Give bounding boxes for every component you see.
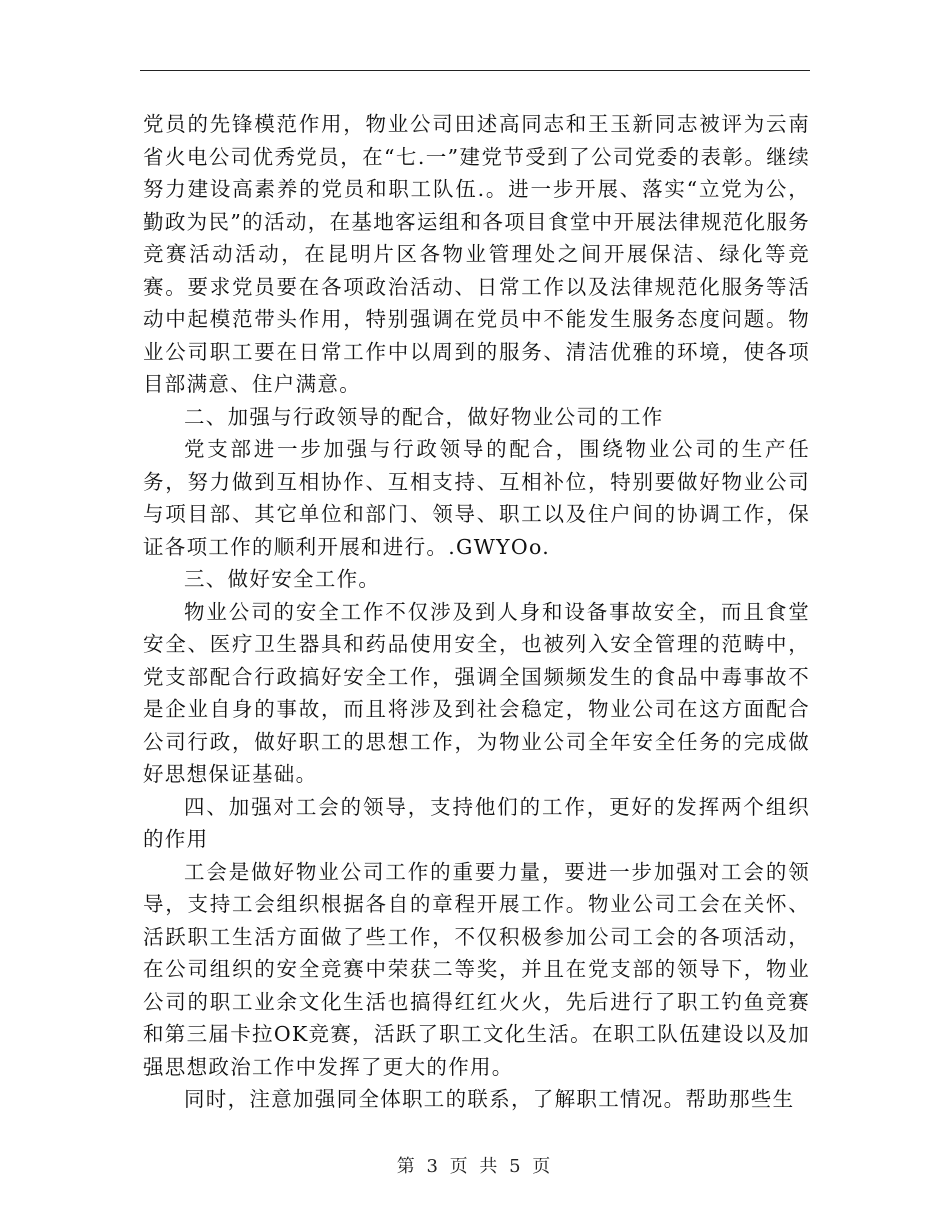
section-heading-4: 四、加强对工会的领导，支持他们的工作，更好的发挥两个组织的作用 — [143, 794, 810, 851]
header-rule — [140, 70, 810, 71]
section-heading-2: 二、加强与行政领导的配合，做好物业公司的工作 — [184, 404, 664, 429]
paragraph-section-4-cont: 同时，注意加强同全体职工的联系，了解职工情况。帮助那些生 — [184, 1087, 795, 1111]
paragraph-section-4: 工会是做好物业公司工作的重要力量，要进一步加强对工会的领导，支持工会组织根据各自的章程开展工作。物业公司工会在关怀、活跃职工生活方面做了些工作，不仅积极参加公司工会的各项活动，在公司组织的安全竞赛中荣获二等奖，并且在党支部的领导下，物业公司的职工业余文化生活也搞得红红火火，先后进行了职工钓鱼竞赛和第三届卡拉OK竞赛，活跃了职工文化生活。在职工队伍建设以及加强思想政治工作中发挥了更大的作用。 — [143, 859, 810, 1079]
paragraph-section-2: 党支部进一步加强与行政领导的配合，围绕物业公司的生产任务，努力做到互相协作、互相支持、互相补位，特别要做好物业公司与项目部、其它单位和部门、领导、职工以及住户间的协调工作，保证各项工作的顺利开展和进行。.GWYOo. — [143, 437, 810, 559]
document-body — [143, 108, 810, 1116]
section-heading-3: 三、做好安全工作。 — [184, 567, 381, 591]
paragraph-section-3: 物业公司的安全工作不仅涉及到人身和设备事故安全，而且食堂安全、医疗卫生器具和药品使用安全，也被列入安全管理的范畴中，党支部配合行政搞好安全工作，强调全国频频发生的食品中毒事故不是企业自身的事故，而且将涉及到社会稳定，物业公司在这方面配合公司行政，做好职工的思想工作，为物业公司全年安全任务的完成做好思想保证基础。 — [143, 599, 810, 786]
paragraph-continuation: 党员的先锋模范作用，物业公司田述高同志和王玉新同志被评为云南省火电公司优秀党员，在“七.一”建党节受到了公司党委的表彰。继续努力建设高素养的党员和职工队伍.。进一步开展、落实“立党为公，勤政为民”的活动，在基地客运组和各项目食堂中开展法律规范化服务竞赛活动活动，在昆明片区各物业管理处之间开展保洁、绿化等竞赛。要求党员要在各项政治活动、日常工作以及法律规范化服务等活动中起模范带头作用，特别强调在党员中不能发生服务态度问题。物业公司职工要在日常工作中以周到的服务、清洁优雅的环境，使各项目部满意、住户满意。 — [143, 112, 810, 396]
page-number: 第 3 页 共 5 页 — [396, 1156, 554, 1177]
